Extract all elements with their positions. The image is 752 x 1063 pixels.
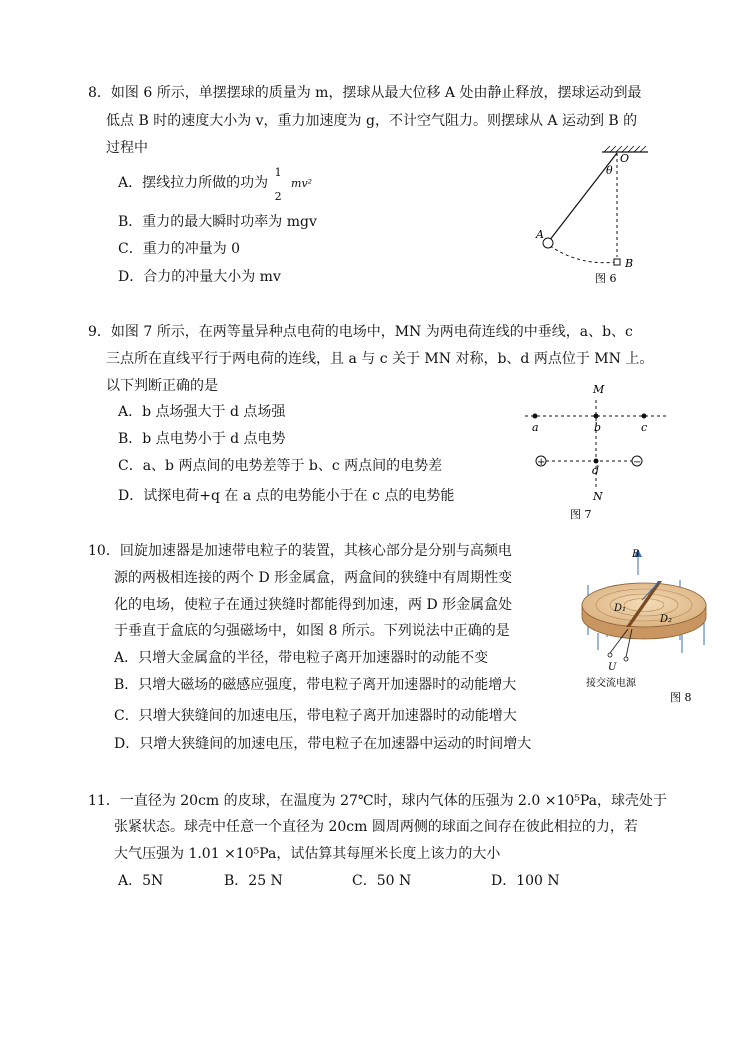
figure-8-cyclotron — [570, 545, 720, 705]
q8-option-a-text: A．摆线拉力所做的功为 — [118, 175, 269, 191]
q9-option-a: A．b 点场强大于 d 点场强 — [118, 404, 286, 420]
label-theta: θ — [606, 164, 613, 177]
label-b-field: B — [632, 549, 640, 560]
q10-stem-line3: 化的电场，使粒子在通过狭缝时都能得到加速，两 D 形金属盒处 — [114, 597, 513, 613]
label-c-point: c — [641, 421, 648, 434]
figure-6-pendulum — [530, 140, 660, 290]
q9-option-d: D．试探电荷+q 在 a 点的电势能小于在 c 点的电势能 — [118, 488, 455, 504]
q10-option-d: D．只增大狭缝间的加速电压，带电粒子在加速器中运动的时间增大 — [114, 736, 532, 752]
q10-option-c: C．只增大狭缝间的加速电压，带电粒子离开加速器时的动能增大 — [114, 708, 517, 724]
label-d2: D₂ — [660, 614, 673, 625]
q8-option-d: D．合力的冲量大小为 mv — [118, 269, 281, 285]
pendulum-bob-b — [614, 259, 620, 265]
negative-charge-sign: − — [633, 457, 642, 468]
point-a — [533, 414, 538, 419]
figure-7-charges — [520, 378, 670, 523]
positive-charge-sign: + — [537, 457, 546, 468]
label-a: A — [536, 228, 544, 241]
q8-option-a-expr: mv² — [291, 177, 313, 190]
q9-option-b: B．b 点电势小于 d 点电势 — [118, 431, 286, 447]
terminal-left — [608, 653, 612, 657]
q10-option-b: B．只增大磁场的磁感应强度，带电粒子离开加速器时的动能增大 — [114, 677, 517, 693]
q8-option-a — [118, 166, 313, 203]
label-a-point: a — [532, 421, 539, 434]
q8-fraction — [273, 166, 287, 203]
label-b: B — [625, 257, 634, 270]
label-b-point: b — [594, 421, 602, 434]
label-d1: D₁ — [614, 603, 627, 614]
q11-option-a: A．5N — [118, 873, 164, 889]
pendulum-bob-a — [543, 238, 553, 248]
q8-stem-line3: 过程中 — [106, 140, 148, 156]
q11-stem-line1: 11．一直径为 20cm 的皮球，在温度为 27℃时，球内气体的压强为 2.0 ×10⁵Pa，球壳处于 — [88, 793, 668, 809]
q11-stem-line3: 大气压强为 1.01 ×10⁵Pa，试估算其每厘米长度上该力的大小 — [114, 846, 501, 862]
q10-stem-line2: 源的两极相连接的两个 D 形金属盒，两盒间的狭缝中有周期性变 — [114, 570, 513, 586]
q9-option-c: C．a、b 两点间的电势差等于 b、c 两点间的电势差 — [118, 458, 443, 474]
point-d — [594, 459, 599, 464]
label-n: N — [593, 490, 603, 503]
label-o: O — [620, 152, 630, 165]
q9-stem-line3: 以下判断正确的是 — [106, 378, 218, 394]
pendulum-arc-path — [550, 246, 616, 263]
q11-option-d: D．100 N — [491, 873, 560, 889]
q8-stem-line2: 低点 B 时的速度大小为 v，重力加速度为 g，不计空气阻力。则摆球从 A 运动到 B 的 — [106, 113, 638, 129]
q8-option-b: B．重力的最大瞬时功率为 mgv — [118, 214, 317, 230]
q10-stem-line4: 于垂直于盒底的匀强磁场中，如图 8 所示。下列说法中正确的是 — [114, 623, 510, 639]
label-u: U — [608, 662, 617, 673]
figure-7-caption: 图 7 — [570, 508, 592, 521]
q9-stem-line1: 9．如图 7 所示，在两等量异种点电荷的电场中，MN 为两电荷连线的中垂线，a、b、c — [88, 324, 633, 340]
q8-fraction-num: 1 — [274, 166, 282, 179]
label-m: M — [593, 383, 605, 396]
q11-option-c: C．50 N — [352, 873, 412, 889]
figure-6-caption: 图 6 — [595, 272, 617, 285]
q8-stem-line1: 8．如图 6 所示，单摆摆球的质量为 m，摆球从最大位移 A 处由静止释放，摆球运动到最 — [88, 85, 642, 101]
q8-fraction-den: 2 — [274, 190, 282, 203]
q10-stem-line1: 10．回旋加速器是加速带电粒子的装置，其核心部分是分别与高频电 — [88, 543, 512, 559]
q11-option-b: B．25 N — [224, 873, 283, 889]
q8-option-c: C．重力的冲量为 0 — [118, 241, 241, 257]
terminal-right — [624, 657, 628, 661]
point-c — [642, 414, 647, 419]
figure-8-caption: 图 8 — [670, 691, 692, 704]
label-d-point: d — [592, 464, 600, 477]
point-b — [594, 414, 599, 419]
q10-option-a: A．只增大金属盒的半径，带电粒子离开加速器时的动能不变 — [114, 650, 489, 666]
q9-stem-line2: 三点所在直线平行于两电荷的连线，且 a 与 c 关于 MN 对称，b、d 两点位于 MN 上。 — [106, 351, 654, 367]
q11-stem-line2: 张紧状态。球壳中任意一个直径为 20cm 圆周两侧的球面之间存在彼此相拉的力，若 — [114, 819, 638, 835]
label-ac-source: 接交流电源 — [586, 678, 636, 689]
